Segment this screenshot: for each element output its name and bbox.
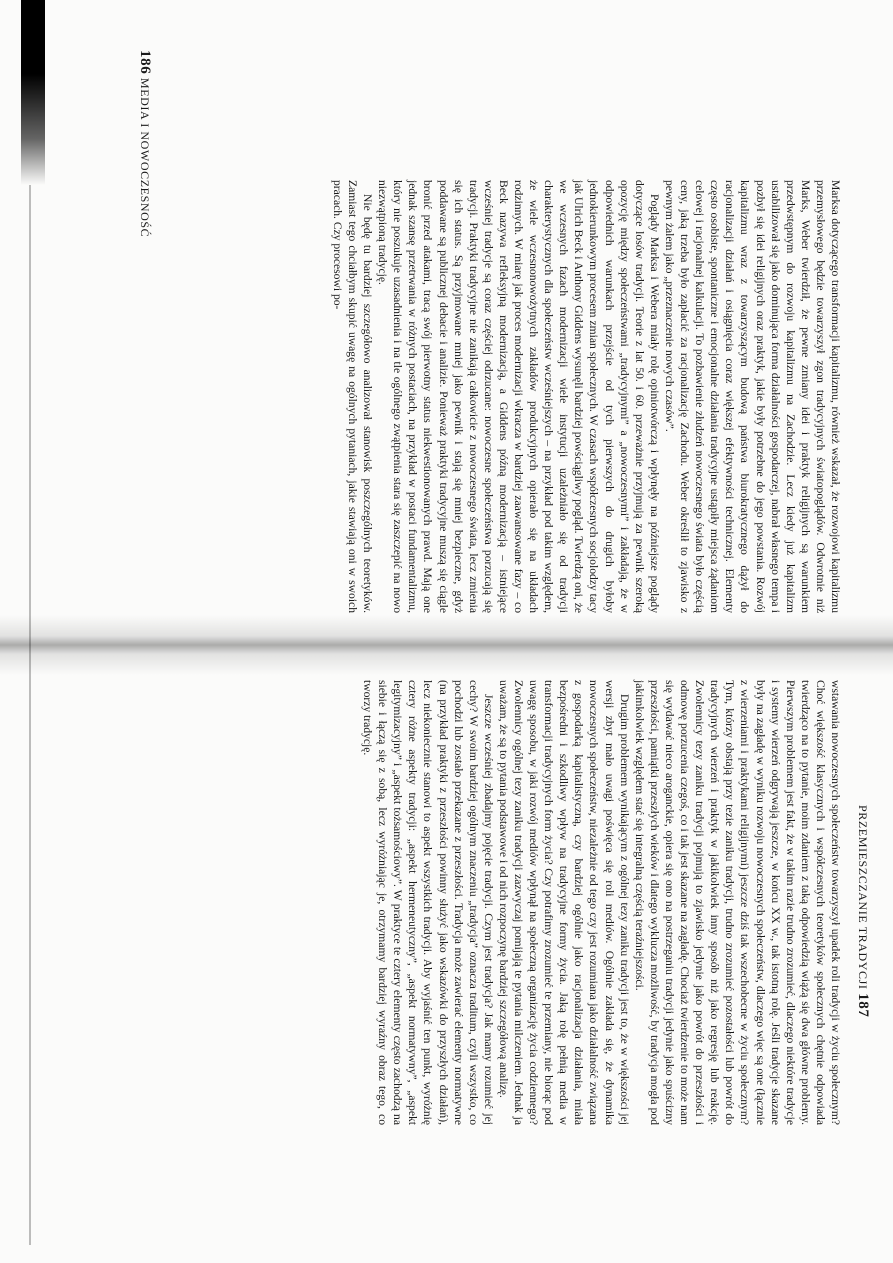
left-paragraph-1: Marksa dotyczącego transformacji kapitalizmu, również wskazał, że rozwojowi kapitalizmu przemysłowego będzie towarzyszył zgon tradycyjnych światopoglądów. Odwrotnie niż Marks, Weber twierdził, że pewne zmiany idei i praktyk religijnych są warunkiem przedwstępnym do rozwoju kapitalizmu na Zachodzie. Lecz kiedy już kapitalizm ustabilizował się jako dominująca forma działalności gospodarczej, nabrał własnego tempa i pozbył się idei religijnych oraz praktyk, jakie były potrzebne do jego powstania. Rozwój kapitalizmu wraz z towarzyszącym budową państwa biurokratycznego dążył do racjonalizacji działań i osiągnięcia coraz większej efektywności technicznej. Elementy często osobiste, spontaniczne i emocjonalne działania tradycyjne ustąpiły miejsca żądaniom celowej i racjonalnej kalkulacji. To pozbawienie złudzeń nowoczesnego świata było częścią ceny, jaką trzeba było zapłacić za racjonalizację Zachodu. Weber określił to zjawisko z pewnym żalem jako „przeznaczenie nowych czasów”. bbox=[662, 180, 842, 613]
left-page-number: 186 bbox=[137, 50, 153, 75]
right-paragraph-3: Jeszcze wcześniej zbadajmy pojęcie tradycji. Czym jest tradycja? Jak mamy rozumieć jej cechy? W swoim bardziej ogólnym znaczeniu „tradycja” oznacza traditum, czyli wszystko, co pochodzi lub zostało przekazane z przeszłości. Tradycja może zawierać elementy normatywne (na przykład praktyki z przeszłości powinny służyć jako wskazówki do przyszłych działań), lecz niekoniecznie stanowi to aspekt wszystkich tradycji. Aby wyjaśnić ten punkt, wyróżnię cztery różne aspekty tradycji: „aspekt hermeneutyczny”, „aspekt normatywny”, „aspekt legitymizacyjny” i „aspekt tożsamościowy”. W praktyce te cztery elementy często zachodzą na siebie i łączą się z sobą, lecz wyróżniając je, otrzymamy bardziej wyraźny obraz tego, co tworzy tradycję. bbox=[361, 680, 495, 1125]
left-page-body bbox=[330, 180, 843, 613]
right-page-header bbox=[854, 805, 871, 1017]
left-paragraph-2: Poglądy Marksa i Webera miały rolę opiniotwórczą i wpłynęły na późniejsze poglądy dotyczące losów tradycji. Teorie z lat 50. i 60. przeważnie przyjmują za pewnik szeroką opozycję między społeczeństwami „tradycyjnymi” a „nowoczesnymi” i zakładają, że w odpowiednich warunkach przejście od tych pierwszych do drugich byłoby jednokierunkowym procesem zmian społecznych. W czasach współczesnych socjolodzy tacy jak Ulrich Beck i Anthony Giddens wysunęli bardziej powściągliwy pogląd. Twierdzą oni, że we wczesnych fazach modernizacji wiele instytucji uzależniało się od tradycji charakterystycznych dla społeczeństw wcześniejszych – na przykład pod takim względem, że wiele wczesnonowożytnych zakładów produkcyjnych opierało się na układach rodzinnych. W miarę jak proces modernizacji wkracza w bardziej zaawansowane fazy – co Beck nazywa refleksyjną modernizacją, a Giddens późną modernizacją – istniejące wcześniej tradycje są coraz częściej odrzucane: nowoczesne społeczeństwa porzucają się tradycji. Praktyki tradycyjne nie zanikają całkowicie z nowoczesnego świata, lecz zmienia się ich status. Są przyjmowane mniej jako pewnik i stają się mniej bezpieczne, gdyż poddawane są publicznej debacie i analizie. Ponieważ praktyki tradycyjne muszą się ciągle bronić przed atakami, tracą swój pierwotny status niekwestionowanych prawd. Mają one jednak szansę przetrwania w różnych postaciach, na przykład w postaci fundamentalizmu, który nie poszukuje uzasadnienia i na tle ogólnego zwątpienia stara się zaszczepić na nowo niezwątpioną tradycję. bbox=[376, 180, 661, 613]
right-page-body bbox=[360, 680, 843, 1125]
right-running-title: PRZEMIESZCZANIE TRADYCJI bbox=[856, 805, 870, 990]
right-page-number: 187 bbox=[855, 993, 871, 1018]
right-paragraph-2: Drugim problemem wynikającym z ogólnej tezy zaniku tradycji jest to, że w większości jej wersji zbyt mało uwagi poświęca się roli mediów. Ogólnie zakłada się, że dynamika nowoczesnych społeczeństw, niezależnie od tego czy jest rozumiana jako działalność związana z gospodarką kapitalistyczną, czy bardziej ogólnie jako racjonalizacja działania, miała bezpośredni i szkodliwy wpływ na tradycyjne formy życia. Jaką rolę pełnią media w transformacji tradycyjnych form życia? Czy potrafimy zrozumieć te przemiany, nie biorąc pod uwagę sposobu, w jaki rozwój mediów wpłynął na społeczną organizację życia codziennego? Zwolennicy ogólnej tezy zaniku tradycji zazwyczaj pomijają te pytania milczeniem. Jednak ja uważam, że są to pytania podstawowe i od nich rozpoczynę bardziej szczegółową analizę. bbox=[496, 680, 631, 1125]
left-paragraph-3: Nie będę tu bardziej szczegółowo analizował stanowisk poszczególnych teoretyków. Zamiast tego chciałbym skupić uwagę na ogólnych pytaniach, jakie stawiają oni w swoich pracach. Czy procesowi po- bbox=[330, 180, 375, 613]
left-page bbox=[0, 0, 893, 630]
right-page bbox=[0, 655, 893, 1263]
left-page-header bbox=[136, 50, 153, 237]
right-paragraph-1: wstawania nowoczesnych społeczeństw towarzyszył upadek roli tradycji w życiu społecznym? Choć większość klasycznych i współczesnych teoretyków społecznych chętnie odpowiada twierdząco na to pytanie, moim zdaniem z taką odpowiedzią wiążą się dwa główne problemy. Pierwszym problemem jest fakt, że w takim razie trudno zrozumieć, dlaczego niektóre tradycje i systemy wierzeń odgrywają jeszcze, w końcu XX w., tak istotną rolę. Jeśli tradycje skazane były na zagładę w wyniku rozwoju nowoczesnych społeczeństw, dlaczego więc są one (łącznie z wierzeniami i praktykami religijnymi) jeszcze dziś tak wszechobecne w życiu społecznym? Tym, którzy obstają przy tezie zaniku tradycji, trudno zrozumieć pozostałości lub powrót do tradycyjnych wierzeń i praktyk w jakikolwiek inny sposób niż jako regresję lub reakcję. Zwolennicy tezy zaniku tradycji pojmują to zjawisko jedynie jako powrót do przeszłości i odmowę porzucenia czegoś, co i tak jest skazane na zagładę. Chociaż twierdzenie to może nam się wydawać nieco aroganckie, opiera się ono na postrzeganiu tradycji jedynie jako spuścizny przeszłości, pamiątki przeszłych wieków i dlatego wyklucza możliwość, by tradycja mogła pod jakimkolwiek względem stać się integralną częścią teraźniejszości. bbox=[632, 680, 842, 1125]
left-running-title: MEDIA I NOWOCZESNOŚĆ bbox=[138, 77, 152, 238]
